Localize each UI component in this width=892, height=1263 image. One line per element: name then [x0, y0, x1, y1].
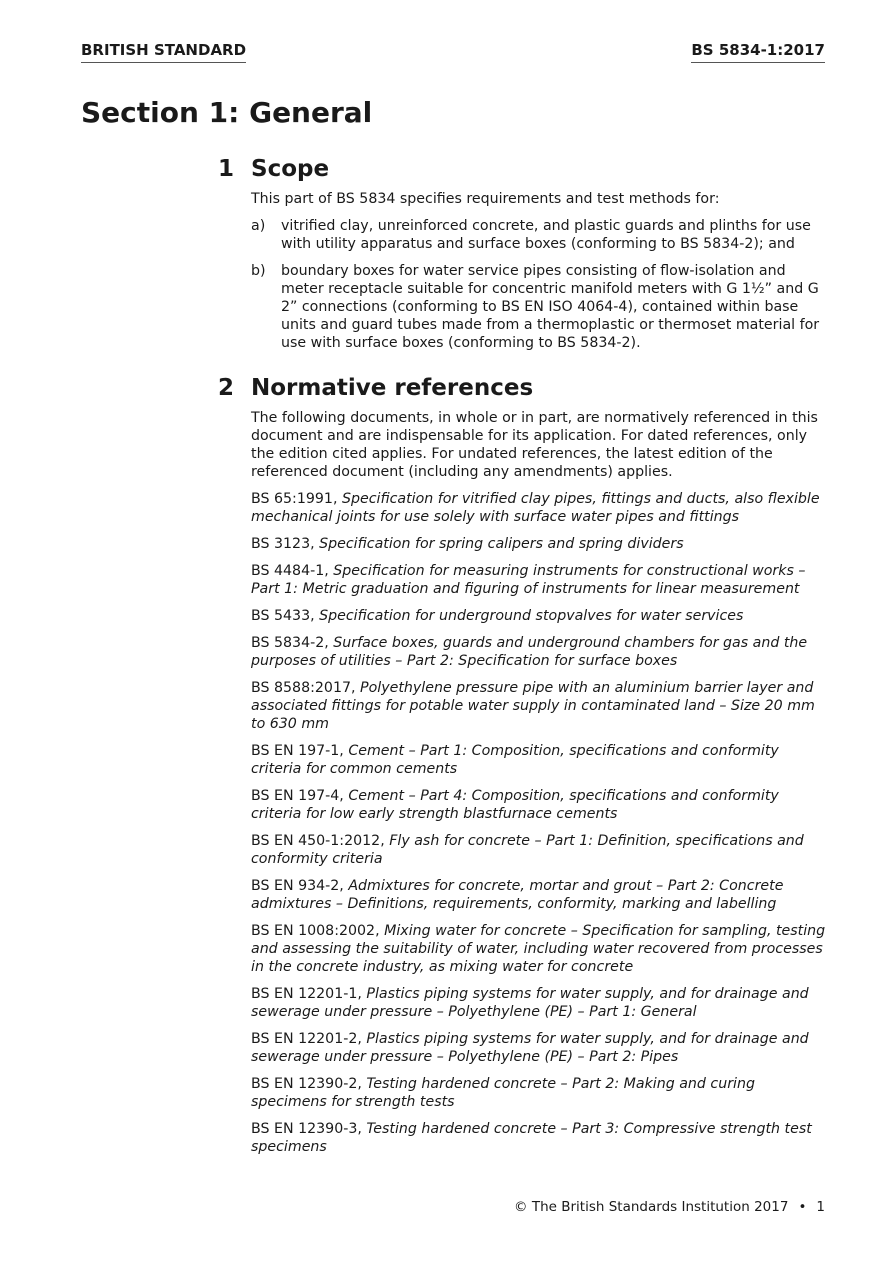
clause-number: 1	[218, 156, 235, 182]
clause-body	[251, 409, 828, 1156]
clause-heading	[218, 156, 828, 190]
reference-title: Fly ash for concrete – Part 1: Definition, specifications and conformity criteria	[251, 833, 804, 867]
reference-code: BS EN 12201-2,	[251, 1031, 362, 1047]
reference-title: Plastics piping systems for water supply, and for drainage and sewerage under pressure – Polyethylene (PE) – Part 1: General	[251, 986, 809, 1020]
reference-title: Specification for measuring instruments for constructional works – Part 1: Metric graduation and figuring of instruments for linear measurement	[251, 563, 806, 597]
reference-entry	[251, 1030, 828, 1066]
reference-code: BS 3123,	[251, 536, 315, 552]
section-title: Section 1: General	[81, 96, 373, 129]
reference-code: BS 65:1991,	[251, 491, 338, 507]
reference-title: Mixing water for concrete – Specification for sampling, testing and assessing the suitability of water, including water recovered from processes in the concrete industry, as mixing water for concrete	[251, 923, 826, 975]
clause-title: Normative references	[251, 375, 534, 401]
reference-entry	[251, 832, 828, 868]
reference-code: BS 8588:2017,	[251, 680, 356, 696]
reference-list	[251, 490, 828, 1156]
reference-title: Admixtures for concrete, mortar and grout – Part 2: Concrete admixtures – Definitions, requirements, conformity, marking and labelling	[251, 878, 784, 912]
reference-title: Polyethylene pressure pipe with an aluminium barrier layer and associated fittings for potable water supply in contaminated land – Size 20 mm to 630 mm	[251, 680, 815, 732]
reference-title: Plastics piping systems for water supply, and for drainage and sewerage under pressure – Polyethylene (PE) – Part 2: Pipes	[251, 1031, 809, 1065]
reference-code: BS 5433,	[251, 608, 315, 624]
clause-heading	[218, 375, 828, 409]
header-standard-number: BS 5834-1:2017	[691, 41, 825, 63]
reference-entry	[251, 562, 828, 598]
clause-normative-references	[218, 375, 828, 1156]
reference-entry	[251, 742, 828, 778]
list-item-text: boundary boxes for water service pipes consisting of flow-isolation and meter receptacle suitable for concentric manifold meters with G 1½” and G 2” connections (conforming to BS EN ISO 4064-4), contained within base units and guard tubes made from a thermoplastic or thermoset material for use with surface boxes (conforming to BS 5834-2).	[281, 263, 820, 351]
copyright-notice: © The British Standards Institution 2017	[514, 1199, 789, 1215]
footer-bullet: •	[798, 1199, 807, 1215]
list-item-label: a)	[251, 218, 266, 234]
reference-code: BS EN 12390-3,	[251, 1121, 362, 1137]
reference-entry	[251, 634, 828, 670]
reference-title: Testing hardened concrete – Part 3: Compressive strength test specimens	[251, 1121, 812, 1155]
reference-code: BS EN 1008:2002,	[251, 923, 380, 939]
reference-entry	[251, 607, 828, 625]
reference-title: Surface boxes, guards and underground chambers for gas and the purposes of utilities – Part 2: Specification for surface boxes	[251, 635, 808, 669]
page-number: 1	[816, 1199, 825, 1215]
reference-title: Specification for vitrified clay pipes, fittings and ducts, also flexible mechanical joints for use solely with surface water pipes and fittings	[251, 491, 820, 525]
reference-code: BS EN 450-1:2012,	[251, 833, 385, 849]
reference-code: BS 5834-2,	[251, 635, 329, 651]
clause-scope	[218, 156, 828, 352]
reference-code: BS EN 197-4,	[251, 788, 344, 804]
reference-code: BS EN 12390-2,	[251, 1076, 362, 1092]
clause-number: 2	[218, 375, 235, 401]
reference-title: Cement – Part 4: Composition, specifications and conformity criteria for low early strength blastfurnace cements	[251, 788, 779, 822]
reference-code: BS EN 12201-1,	[251, 986, 362, 1002]
list-item	[251, 262, 828, 352]
clause-intro: This part of BS 5834 specifies requirements and test methods for:	[251, 191, 720, 207]
reference-entry	[251, 535, 828, 553]
list-item	[251, 217, 828, 253]
reference-entry	[251, 1075, 828, 1111]
page-content	[218, 156, 828, 1165]
reference-code: BS 4484-1,	[251, 563, 329, 579]
reference-entry	[251, 985, 828, 1021]
clause-intro: The following documents, in whole or in part, are normatively referenced in this document and are indispensable for its application. For dated references, only the edition cited applies. For undated references, the latest edition of the referenced document (including any amendments) applies.	[251, 410, 818, 480]
list-item-label: b)	[251, 263, 266, 279]
reference-entry	[251, 922, 828, 976]
page-footer	[514, 1199, 825, 1215]
reference-entry	[251, 679, 828, 733]
reference-entry	[251, 787, 828, 823]
reference-title: Specification for spring calipers and spring dividers	[319, 536, 684, 552]
reference-title: Cement – Part 1: Composition, specifications and conformity criteria for common cements	[251, 743, 779, 777]
reference-title: Specification for underground stopvalves for water services	[319, 608, 744, 624]
reference-entry	[251, 490, 828, 526]
list-item-text: vitrified clay, unreinforced concrete, and plastic guards and plinths for use with utility apparatus and surface boxes (conforming to BS 5834-2); and	[281, 218, 811, 252]
reference-title: Testing hardened concrete – Part 2: Making and curing specimens for strength tests	[251, 1076, 756, 1110]
reference-entry	[251, 1120, 828, 1156]
clause-body	[251, 190, 828, 352]
reference-entry	[251, 877, 828, 913]
reference-code: BS EN 197-1,	[251, 743, 344, 759]
clause-title: Scope	[251, 156, 330, 182]
reference-code: BS EN 934-2,	[251, 878, 344, 894]
header-document-type: BRITISH STANDARD	[81, 41, 246, 63]
